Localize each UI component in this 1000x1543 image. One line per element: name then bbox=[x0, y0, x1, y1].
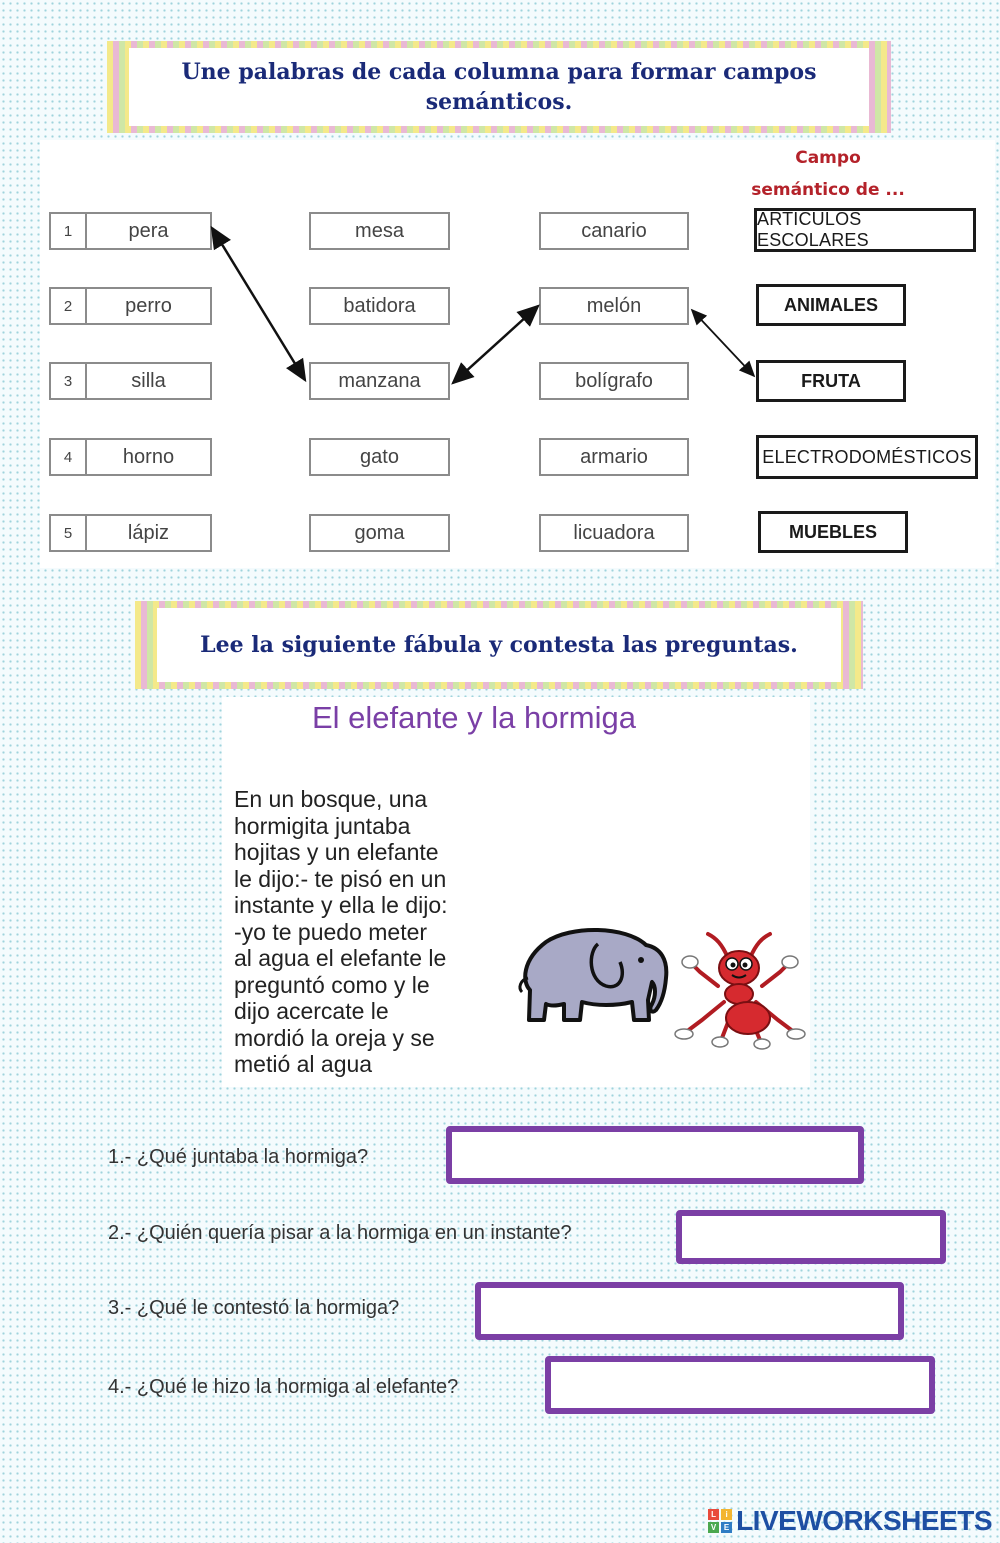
word-label: lápiz bbox=[127, 521, 170, 544]
ant-illustration bbox=[672, 928, 808, 1052]
fable-title: El elefante y la hormiga bbox=[312, 700, 636, 735]
arrow-melon-fruta bbox=[692, 310, 754, 376]
logo-cube-e: E bbox=[721, 1522, 732, 1533]
answer-input-1[interactable] bbox=[446, 1126, 864, 1184]
word-number: 1 bbox=[51, 214, 87, 248]
campo-label-line-2: semántico de ... bbox=[751, 180, 905, 200]
word-label: silla bbox=[131, 369, 166, 392]
category-animales[interactable]: ANIMALES bbox=[756, 284, 906, 326]
answer-input-3[interactable] bbox=[475, 1282, 904, 1340]
category-articulos-escolares[interactable]: ARTÍCULOS ESCOLARES bbox=[754, 208, 976, 252]
word-box-manzana[interactable]: manzana bbox=[309, 362, 450, 400]
arrow-pera-manzana bbox=[212, 228, 305, 380]
question-1: 1.- ¿Qué juntaba la hormiga? bbox=[108, 1146, 369, 1168]
banner-1-line-1: Une palabras de cada columna para formar campos bbox=[181, 59, 817, 85]
logo-cubes-icon bbox=[708, 1509, 732, 1533]
word-box-goma[interactable]: goma bbox=[309, 514, 450, 552]
category-muebles[interactable]: MUEBLES bbox=[758, 511, 908, 553]
word-box-canario[interactable]: canario bbox=[539, 212, 689, 250]
word-number: 5 bbox=[51, 516, 87, 550]
word-label: perro bbox=[125, 294, 172, 317]
banner-2-text: Lee la siguiente fábula y contesta las preguntas. bbox=[200, 632, 798, 658]
campo-label-line-1: Campo bbox=[795, 148, 861, 168]
connection-arrows bbox=[0, 0, 1000, 600]
word-number: 3 bbox=[51, 364, 87, 398]
word-label: horno bbox=[122, 445, 175, 468]
word-box-mesa[interactable]: mesa bbox=[309, 212, 450, 250]
question-3: 3.- ¿Qué le contestó la hormiga? bbox=[108, 1297, 400, 1319]
fable-text: En un bosque, una hormigita juntaba hojitas y un elefante le dijo:- te pisó en un instante y ella le dijo: -yo te puedo meter al agua el elefante le preguntó como y le dijo acercate le mordió la oreja y se metió al agua bbox=[234, 786, 448, 1077]
word-number: 4 bbox=[51, 440, 87, 474]
category-fruta[interactable]: FRUTA bbox=[756, 360, 906, 402]
word-box-batidora[interactable]: batidora bbox=[309, 287, 450, 325]
word-box-licuadora[interactable]: licuadora bbox=[539, 514, 689, 552]
answer-input-4[interactable] bbox=[545, 1356, 935, 1414]
word-number: 2 bbox=[51, 289, 87, 323]
word-label: pera bbox=[128, 219, 169, 242]
question-4: 4.- ¿Qué le hizo la hormiga al elefante? bbox=[108, 1376, 459, 1398]
word-box-boligrafo[interactable]: bolígrafo bbox=[539, 362, 689, 400]
category-electrodomesticos[interactable]: ELECTRODOMÉSTICOS bbox=[756, 435, 978, 479]
logo-text: LIVEWORKSHEETS bbox=[736, 1505, 992, 1536]
logo-cube-l: L bbox=[708, 1509, 719, 1520]
word-box-melon[interactable]: melón bbox=[539, 287, 689, 325]
word-box-armario[interactable]: armario bbox=[539, 438, 689, 476]
arrow-manzana-melon bbox=[453, 306, 538, 383]
logo-cube-v: V bbox=[708, 1522, 719, 1533]
instructions-banner-2 bbox=[135, 601, 863, 689]
logo-cube-i: i bbox=[721, 1509, 732, 1520]
question-2: 2.- ¿Quién quería pisar a la hormiga en un instante? bbox=[108, 1222, 572, 1244]
elephant-illustration bbox=[516, 920, 678, 1030]
word-box-gato[interactable]: gato bbox=[309, 438, 450, 476]
banner-1-line-2: semánticos. bbox=[425, 89, 573, 115]
answer-input-2[interactable] bbox=[676, 1210, 946, 1264]
liveworksheets-logo bbox=[708, 1505, 992, 1537]
